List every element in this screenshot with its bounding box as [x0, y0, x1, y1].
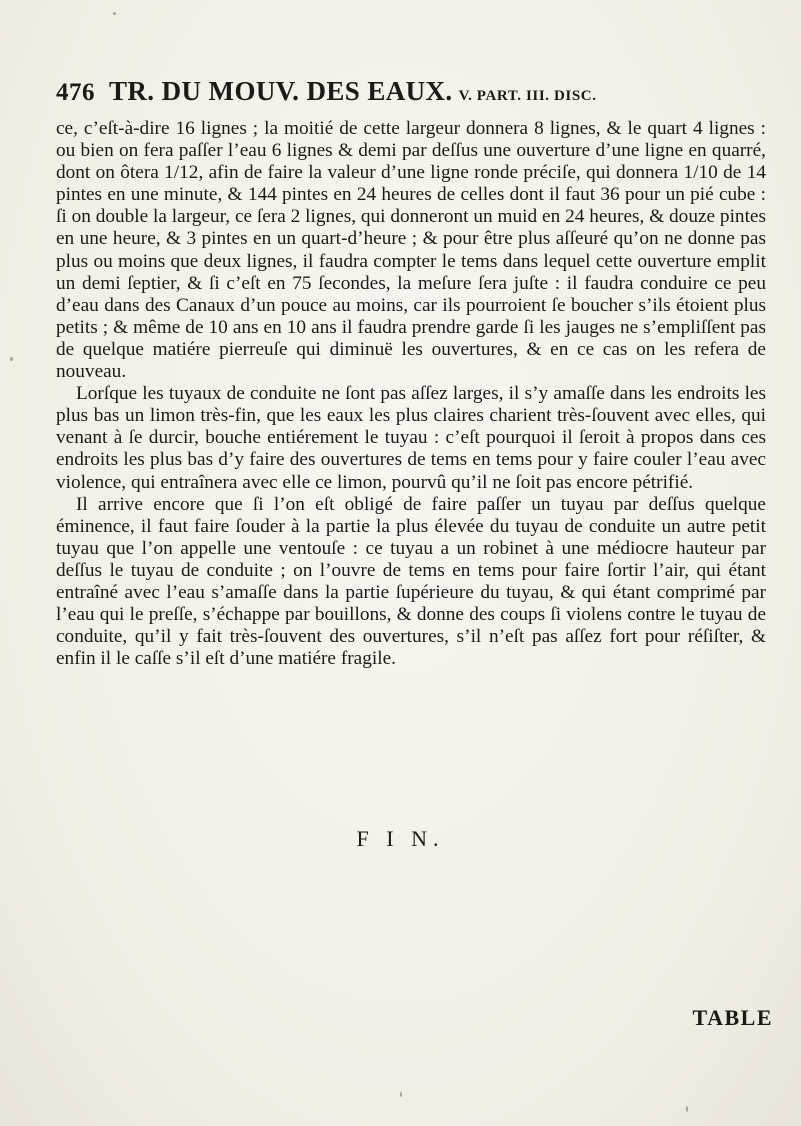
running-title: TR. DU MOUV. DES EAUX.	[109, 76, 453, 106]
end-mark: F I N.	[356, 826, 445, 851]
paragraph-silt: Lorſque les tuyaux de conduite ne ſont pas aſſez larges, il s’y amaſſe dans les endroits les plus bas un limon très-fin, que les eaux les plus claires charient très-ſouvent avec elles, qui venant à ſe durcir, bouche entiérement le tuyau : c’eſt pourquoi il ſeroit à propos dans ces endroits les plus bas d’y faire des ouvertures de tems en tems pour y faire couler l’eau avec violence, qui entraînera avec elle ce limon, pourvû qu’il ne ſoit pas encore pétrifié.	[56, 383, 766, 493]
running-subtitle: V. PART. III. DISC.	[458, 88, 597, 104]
ink-speck	[400, 1092, 402, 1097]
paragraph-air-vent: Il arrive encore que ſi l’on eſt obligé de faire paſſer un tuyau par deſſus quelque éminence, il faut faire ſouder à la partie la plus élevée du tuyau de conduite un autre petit tuyau que l’on appelle une ventouſe : ce tuyau a un robinet à une médiocre hauteur par deſſus le tuyau de conduite ; on l’ouvre de tems en tems pour faire ſortir l’air, qui étant entraîné avec l’eau s’amaſſe dans la partie ſupérieure du tuyau, & qui étant comprimé par l’eau qui le preſſe, s’échappe par bouillons, & donne des coups ſi violens contre le tuyau de conduite, qu’il y fait très-ſouvent des ouvertures, s’il n’eſt pas aſſez fort pour réſiſter, & enfin il le caſſe s’il eſt d’une matiére fragile.	[56, 493, 766, 670]
ink-speck	[113, 12, 116, 15]
catchword: TABLE	[692, 1005, 773, 1030]
page-header	[56, 76, 766, 116]
paragraph-continued: ce, c’eſt-à-dire 16 lignes ; la moitié de cette largeur donnera 8 lignes, & le quart 4 lignes : ou bien on fera paſſer l’eau 6 lignes & demi par deſſus une ouverture d’une ligne en quarré, dont on ôtera 1/12, afin de faire la valeur d’une ligne ronde préciſe, qui donnera 1/10 de 14 pintes en une minute, & 144 pintes en 24 heures de celles dont il faut 36 pour un pié cube : ſi on double la largeur, ce ſera 2 lignes, qui donneront un muid en 24 heures, & douze pintes en une heure, & 3 pintes en un quart-d’heure ; & pour être plus aſſeuré qu’on ne donne pas plus ou moins que deux lignes, il faudra compter le tems dans lequel cette ouverture emplit un demi ſeptier, & ſi c’eſt en 75 ſecondes, la meſure ſera juſte : il faudra conduire ce peu d’eau dans des Canaux d’un pouce au moins, car ils pourroient ſe boucher s’ils étoient plus petits ; & même de 10 ans en 10 ans il faudra prendre garde ſi les jauges ne s’empliſſent pas de quelque matiére pierreuſe qui diminuë les ouvertures, & en ce cas on les refera de nouveau.	[56, 118, 766, 383]
ink-speck	[10, 357, 13, 361]
body-text	[56, 118, 766, 670]
ink-speck	[686, 1106, 688, 1112]
page-number: 476	[56, 79, 95, 106]
